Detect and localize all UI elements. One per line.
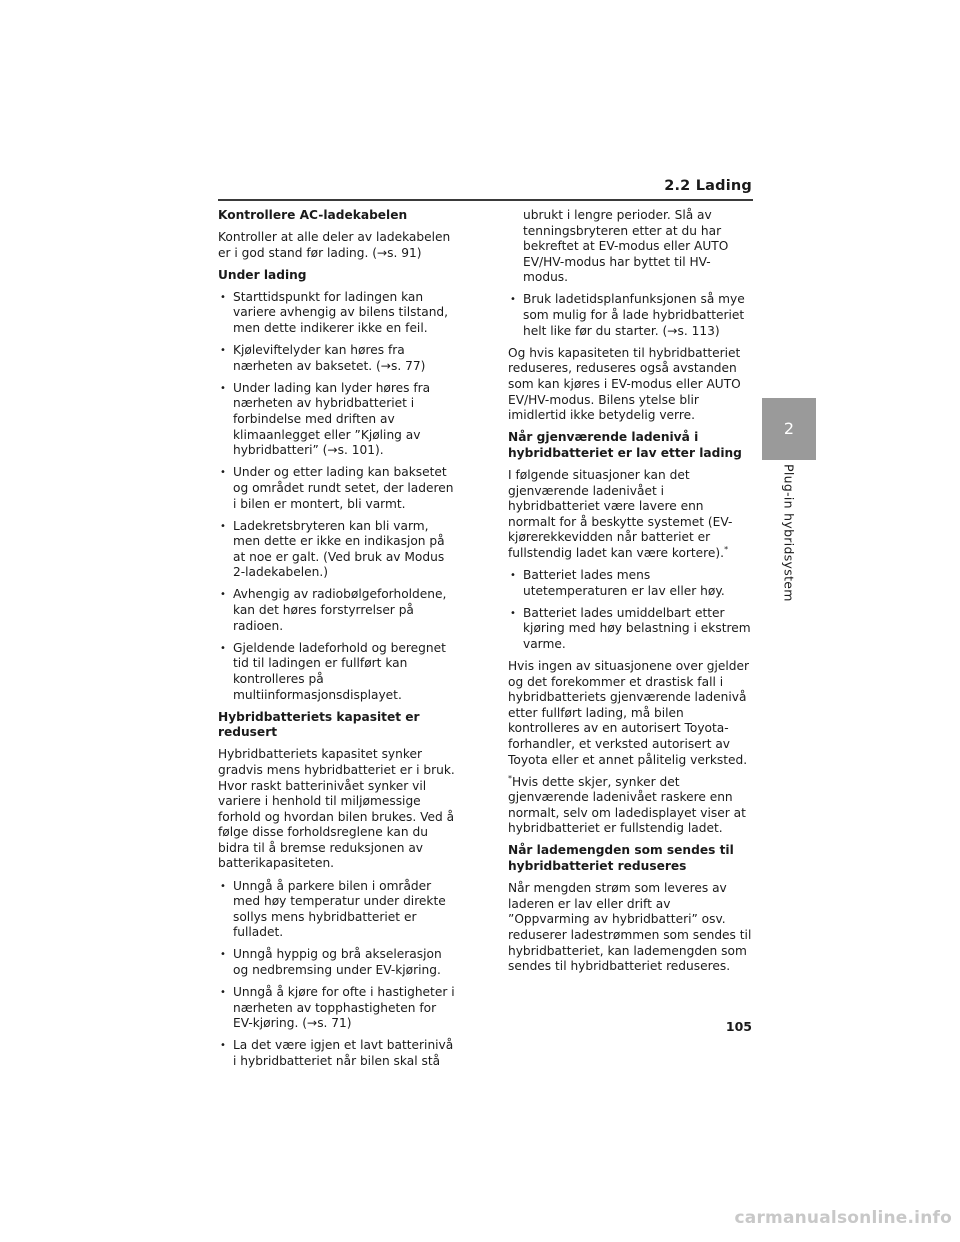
bullet-list	[508, 292, 753, 339]
chapter-tab[interactable]: 2	[762, 398, 816, 460]
list-item: • Starttidspunkt for ladingen kan variere avhengig av bilens tilstand, men dette indikerer ikke en feil.	[218, 290, 458, 337]
paragraph	[508, 468, 753, 562]
paragraph: Kontroller at alle deler av ladekabelen er i god stand før lading. (→s. 91)	[218, 230, 451, 260]
list-item: • Under lading kan lyder høres fra nærheten av hybridbatteriet i forbindelse med driften av klimaanlegget eller ”Kjøling av hybridbatteri” (→s. 101).	[218, 381, 458, 459]
list-item: • Kjøleviftelyder kan høres fra nærheten av baksetet. (→s. 77)	[218, 343, 458, 374]
list-item: • Batteriet lades mens utetemperaturen er lav eller høy.	[508, 568, 753, 599]
list-item: • Avhengig av radiobølgeforholdene, kan det høres forstyrrelser på radioen.	[218, 587, 458, 634]
list-item: • Batteriet lades umiddelbart etter kjøring med høy belastning i ekstrem varme.	[508, 606, 753, 653]
paragraph: Når mengden strøm som leveres av laderen er lav eller drift av ”Oppvarming av hybridbatteri” osv. reduserer ladestrømmen som sendes til hybridbatteriet, kan lademengden som sendes til hybridbatteriet reduseres.	[508, 881, 752, 974]
right-column	[508, 208, 753, 981]
footnote	[508, 775, 753, 837]
bullet-list	[218, 879, 458, 1070]
paragraph: Og hvis kapasiteten til hybridbatteriet reduseres, reduseres også avstanden som kan kjøres i EV-modus eller AUTO EV/HV-modus. Bilens ytelse blir imidlertid ikke betydelig verre.	[508, 345, 741, 423]
left-column	[218, 208, 458, 1076]
list-item-continuation: ubrukt i lengre perioder. Slå av tenningsbryteren etter at du har bekreftet at EV-modus eller AUTO EV/HV-modus har byttet til HV-modus.	[523, 208, 729, 285]
list-item: • Ladekretsbryteren kan bli varm, men dette er ikke en indikasjon på at noe er galt. (Ved bruk av Modus 2-ladekabelen.)	[218, 519, 458, 581]
heading-battery-capacity: Hybridbatteriets kapasitet er redusert	[218, 709, 420, 740]
paragraph-text: I følgende situasjoner kan det gjenværende ladenivået i hybridbatteriet være lavere enn normalt for å beskytte systemet (EV-kjørerekkevidden når batteriet er fullstendig ladet kan være kortere).	[508, 467, 733, 560]
heading-during-charging: Under lading	[218, 267, 307, 282]
footnote-marker: *	[508, 773, 512, 783]
list-item: • Bruk ladetidsplanfunksjonen så mye som mulig for å lade hybridbatteriet helt like før du starter. (→s. 113)	[508, 292, 753, 339]
header-divider	[218, 199, 753, 201]
watermark: carmanualsonline.info	[734, 1208, 952, 1228]
paragraph: Hybridbatteriets kapasitet synker gradvis mens hybridbatteriet er i bruk. Hvor raskt batterinivået synker vil variere i henhold til miljømessige forhold og hvordan bilen brukes. Ved å følge disse forholdsreglene kan du bidra til å bremse reduksjonen av batterikapasiteten.	[218, 747, 455, 871]
footnote-marker: *	[724, 544, 729, 554]
list-item: • Unngå hyppig og brå akselerasjon og nedbremsing under EV-kjøring.	[218, 947, 458, 978]
bullet-list	[218, 290, 458, 703]
list-item: • Gjeldende ladeforhold og beregnet tid til ladingen er fullført kan kontrolleres på multiinformasjonsdisplayet.	[218, 641, 458, 703]
list-item: • Under og etter lading kan baksetet og området rundt setet, der laderen i bilen er montert, bli varmt.	[218, 465, 458, 512]
list-item: • Unngå å parkere bilen i områder med høy temperatur under direkte sollys mens hybridbatteriet er fulladet.	[218, 879, 458, 941]
footnote-text: Hvis dette skjer, synker det gjenværende ladenivået raskere enn normalt, selv om ladedisplayet viser at hybridbatteriet er fullstendig ladet.	[508, 774, 746, 836]
section-title: 2.2 Lading	[664, 178, 752, 194]
bullet-list	[508, 568, 753, 652]
chapter-label: Plug-in hybridsystem	[781, 464, 797, 602]
heading-reduced-charge-amount: Når lademengden som sendes til hybridbatteriet reduseres	[508, 843, 734, 874]
heading-check-ac-cable: Kontrollere AC-ladekabelen	[218, 208, 408, 222]
paragraph: Hvis ingen av situasjonene over gjelder og det forekommer et drastisk fall i hybridbatteriets gjenværende ladenivå etter fullført lading, må bilen kontrolleres av en autorisert Toyota-forhandler, et verksted autorisert av Toyota eller et annet pålitelig verksted.	[508, 658, 750, 767]
list-item: • Unngå å kjøre for ofte i hastigheter i nærheten av topphastigheten for EV-kjøring. (→s. 71)	[218, 985, 458, 1032]
heading-low-charge-level: Når gjenværende ladenivå i hybridbatteriet er lav etter lading	[508, 430, 742, 460]
page-number: 105	[725, 1019, 752, 1034]
list-item: • La det være igjen et lavt batterinivå i hybridbatteriet når bilen skal stå	[218, 1038, 458, 1069]
